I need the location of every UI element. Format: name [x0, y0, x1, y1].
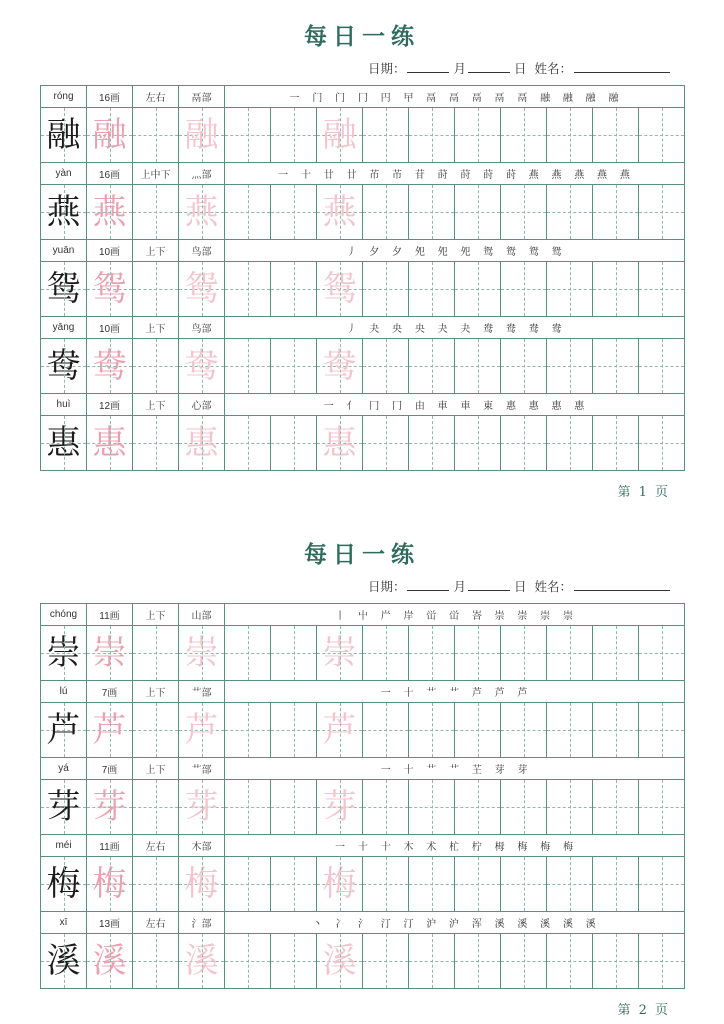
char-glyph: 惠 [92, 423, 127, 463]
char-cell-blank[interactable] [225, 262, 271, 317]
char-cell-blank[interactable] [455, 108, 501, 163]
char-cell-blank[interactable] [501, 780, 547, 835]
cell-radical: 心部 [179, 394, 225, 416]
char-glyph: 崇 [92, 633, 127, 673]
info-row [41, 835, 685, 857]
char-cell-blank[interactable] [547, 703, 593, 758]
char-glyph: 崇 [46, 633, 81, 673]
char-cell-blank[interactable] [639, 185, 685, 240]
char-glyph: 鸳 [184, 269, 219, 309]
char-cell-blank[interactable] [409, 626, 455, 681]
cell-radical: 木部 [179, 835, 225, 857]
char-glyph: 梅 [92, 864, 127, 904]
month-label: 月 [453, 62, 466, 76]
cell-pinyin: huì [41, 394, 87, 416]
char-cell-trace[interactable] [317, 703, 363, 758]
char-cell-blank[interactable] [133, 185, 179, 240]
char-cell-trace[interactable] [179, 185, 225, 240]
char-cell-trace[interactable] [317, 339, 363, 394]
char-cell-blank[interactable] [501, 934, 547, 989]
char-cell-trace[interactable] [317, 108, 363, 163]
char-cell-blank[interactable] [409, 185, 455, 240]
char-glyph: 惠 [46, 423, 81, 463]
char-cell-blank[interactable] [639, 857, 685, 912]
cell-radical: 灬部 [179, 163, 225, 185]
char-cell-blank[interactable] [639, 626, 685, 681]
char-row [41, 780, 685, 835]
char-cell-blank[interactable] [593, 185, 639, 240]
info-row [41, 86, 685, 108]
char-cell-blank[interactable] [363, 416, 409, 471]
cell-structure: 上下 [133, 758, 179, 780]
info-row [41, 681, 685, 703]
cell-strokes: 11画 [87, 604, 133, 626]
char-row [41, 934, 685, 989]
char-glyph: 芽 [46, 787, 81, 827]
cell-pinyin: xī [41, 912, 87, 934]
cell-stroke-order: 一 十 十 木 术 杧 柠 栂 梅 梅 梅 [225, 835, 685, 857]
cell-strokes: 10画 [87, 317, 133, 339]
char-glyph: 鸯 [92, 346, 127, 386]
char-cell-blank[interactable] [547, 934, 593, 989]
day-input[interactable] [468, 579, 510, 591]
info-row [41, 163, 685, 185]
char-cell-model [41, 703, 87, 758]
char-glyph: 芽 [184, 787, 219, 827]
char-cell-blank[interactable] [225, 857, 271, 912]
cell-stroke-order: 一 十 艹 艹 芏 芽 芽 [225, 758, 685, 780]
char-glyph: 梅 [46, 864, 81, 904]
char-glyph: 融 [322, 115, 357, 155]
char-row [41, 416, 685, 471]
char-glyph: 燕 [46, 192, 81, 232]
char-cell-trace[interactable] [87, 934, 133, 989]
char-cell-blank[interactable] [593, 934, 639, 989]
month-input[interactable] [407, 61, 449, 73]
char-glyph: 鸳 [92, 269, 127, 309]
name-input[interactable] [574, 61, 670, 73]
cell-structure: 上下 [133, 394, 179, 416]
char-cell-blank[interactable] [363, 185, 409, 240]
char-cell-blank[interactable] [547, 416, 593, 471]
page-footer: 第 2 页 [617, 1003, 670, 1018]
char-cell-blank[interactable] [593, 703, 639, 758]
char-cell-trace[interactable] [317, 262, 363, 317]
char-cell-blank[interactable] [455, 339, 501, 394]
practice-grid-page-2 [40, 603, 685, 989]
char-cell-model [41, 108, 87, 163]
char-cell-blank[interactable] [409, 416, 455, 471]
char-cell-trace[interactable] [317, 780, 363, 835]
cell-radical: 鸟部 [179, 240, 225, 262]
char-cell-model [41, 857, 87, 912]
cell-structure: 上中下 [133, 163, 179, 185]
char-cell-trace[interactable] [179, 857, 225, 912]
char-cell-blank[interactable] [409, 780, 455, 835]
char-glyph: 燕 [322, 192, 357, 232]
char-cell-blank[interactable] [501, 416, 547, 471]
page-title: 每日一练 [304, 541, 420, 568]
char-row [41, 262, 685, 317]
char-glyph: 惠 [184, 423, 219, 463]
char-cell-blank[interactable] [501, 857, 547, 912]
meta-row [40, 59, 684, 85]
char-cell-trace[interactable] [87, 185, 133, 240]
char-cell-blank[interactable] [593, 108, 639, 163]
char-cell-model [41, 262, 87, 317]
practice-page-2 [0, 518, 724, 1018]
char-cell-blank[interactable] [225, 185, 271, 240]
char-cell-blank[interactable] [133, 416, 179, 471]
char-cell-blank[interactable] [133, 703, 179, 758]
info-row [41, 394, 685, 416]
char-row [41, 185, 685, 240]
char-cell-blank[interactable] [225, 416, 271, 471]
cell-pinyin: róng [41, 86, 87, 108]
info-row [41, 604, 685, 626]
char-cell-blank[interactable] [271, 703, 317, 758]
char-cell-trace[interactable] [317, 857, 363, 912]
char-cell-trace[interactable] [179, 703, 225, 758]
cell-strokes: 16画 [87, 163, 133, 185]
char-cell-blank[interactable] [133, 339, 179, 394]
char-cell-model [41, 185, 87, 240]
char-cell-blank[interactable] [271, 262, 317, 317]
char-cell-blank[interactable] [133, 780, 179, 835]
char-cell-blank[interactable] [593, 262, 639, 317]
cell-radical: 鬲部 [179, 86, 225, 108]
char-row [41, 108, 685, 163]
cell-radical: 氵部 [179, 912, 225, 934]
char-cell-blank[interactable] [639, 703, 685, 758]
char-cell-blank[interactable] [501, 185, 547, 240]
cell-stroke-order: 丿 夕 夕 夗 夗 夗 鸳 鸳 鸳 鸳 [225, 240, 685, 262]
char-cell-blank[interactable] [547, 626, 593, 681]
day-input[interactable] [468, 61, 510, 73]
cell-strokes: 13画 [87, 912, 133, 934]
char-cell-trace[interactable] [179, 626, 225, 681]
char-cell-blank[interactable] [363, 339, 409, 394]
char-glyph: 鸳 [46, 269, 81, 309]
char-glyph: 鸯 [322, 346, 357, 386]
cell-pinyin: méi [41, 835, 87, 857]
char-cell-blank[interactable] [455, 780, 501, 835]
char-glyph: 惠 [322, 423, 357, 463]
char-cell-blank[interactable] [225, 626, 271, 681]
char-cell-trace[interactable] [179, 934, 225, 989]
cell-pinyin: yuān [41, 240, 87, 262]
char-cell-blank[interactable] [225, 703, 271, 758]
char-glyph: 溪 [322, 941, 357, 981]
char-cell-blank[interactable] [363, 857, 409, 912]
char-cell-trace[interactable] [179, 339, 225, 394]
char-glyph: 溪 [184, 941, 219, 981]
char-glyph: 梅 [184, 864, 219, 904]
char-glyph: 燕 [184, 192, 219, 232]
char-cell-blank[interactable] [225, 339, 271, 394]
char-cell-trace[interactable] [179, 416, 225, 471]
char-row [41, 626, 685, 681]
char-row [41, 703, 685, 758]
info-row [41, 317, 685, 339]
cell-stroke-order: 丶 冫 氵 汀 汀 沪 沪 浑 溪 溪 溪 溪 溪 [225, 912, 685, 934]
page-footer: 第 1 页 [617, 485, 670, 500]
char-cell-blank[interactable] [639, 262, 685, 317]
char-cell-blank[interactable] [133, 262, 179, 317]
char-cell-blank[interactable] [225, 108, 271, 163]
char-cell-blank[interactable] [455, 185, 501, 240]
cell-structure: 左右 [133, 86, 179, 108]
cell-radical: 艹部 [179, 758, 225, 780]
char-glyph: 芽 [92, 787, 127, 827]
char-cell-blank[interactable] [593, 780, 639, 835]
char-cell-trace[interactable] [87, 703, 133, 758]
cell-structure: 左右 [133, 835, 179, 857]
char-cell-blank[interactable] [501, 626, 547, 681]
cell-structure: 上下 [133, 604, 179, 626]
char-glyph: 芦 [92, 710, 127, 750]
char-cell-blank[interactable] [455, 626, 501, 681]
char-glyph: 芦 [46, 710, 81, 750]
char-cell-blank[interactable] [271, 626, 317, 681]
name-label: 姓名： [534, 580, 572, 594]
char-cell-blank[interactable] [133, 108, 179, 163]
char-cell-trace[interactable] [87, 416, 133, 471]
practice-grid-page-1 [40, 85, 685, 471]
practice-page-1 [0, 0, 724, 500]
cell-structure: 上下 [133, 681, 179, 703]
char-cell-blank[interactable] [455, 262, 501, 317]
cell-strokes: 16画 [87, 86, 133, 108]
char-cell-model [41, 934, 87, 989]
char-cell-blank[interactable] [271, 857, 317, 912]
char-cell-trace[interactable] [317, 185, 363, 240]
cell-structure: 上下 [133, 317, 179, 339]
date-label: 日期： [367, 580, 406, 594]
char-cell-blank[interactable] [501, 703, 547, 758]
day-label: 日 [513, 62, 527, 76]
char-cell-blank[interactable] [501, 108, 547, 163]
char-glyph: 鸯 [184, 346, 219, 386]
char-cell-blank[interactable] [593, 857, 639, 912]
char-cell-blank[interactable] [455, 934, 501, 989]
char-cell-blank[interactable] [271, 185, 317, 240]
char-cell-blank[interactable] [225, 934, 271, 989]
cell-stroke-order: 丨 屮 屵 岸 峃 峃 峇 崇 崇 崇 崇 [225, 604, 685, 626]
name-label: 姓名： [534, 62, 572, 76]
char-cell-blank[interactable] [639, 339, 685, 394]
char-cell-blank[interactable] [547, 108, 593, 163]
char-cell-blank[interactable] [547, 780, 593, 835]
cell-strokes: 12画 [87, 394, 133, 416]
char-cell-blank[interactable] [271, 934, 317, 989]
name-input[interactable] [574, 579, 670, 591]
char-cell-blank[interactable] [501, 339, 547, 394]
char-cell-blank[interactable] [133, 934, 179, 989]
char-glyph: 芦 [184, 710, 219, 750]
char-cell-blank[interactable] [363, 934, 409, 989]
cell-structure: 上下 [133, 240, 179, 262]
cell-stroke-order: 一 十 廿 廿 芇 芇 苷 莳 莳 莳 莳 燕 燕 燕 燕 燕 [225, 163, 685, 185]
char-row [41, 857, 685, 912]
char-glyph: 溪 [92, 941, 127, 981]
cell-pinyin: yāng [41, 317, 87, 339]
char-cell-blank[interactable] [547, 339, 593, 394]
char-cell-blank[interactable] [133, 857, 179, 912]
char-glyph: 崇 [322, 633, 357, 673]
char-row [41, 339, 685, 394]
char-cell-trace[interactable] [87, 108, 133, 163]
char-cell-blank[interactable] [409, 703, 455, 758]
char-cell-trace[interactable] [179, 780, 225, 835]
char-glyph: 鸯 [46, 346, 81, 386]
cell-pinyin: yàn [41, 163, 87, 185]
char-cell-trace[interactable] [87, 780, 133, 835]
char-cell-trace[interactable] [179, 262, 225, 317]
char-glyph: 鸳 [322, 269, 357, 309]
char-glyph: 融 [92, 115, 127, 155]
info-row [41, 912, 685, 934]
char-cell-blank[interactable] [593, 416, 639, 471]
char-glyph: 芽 [322, 787, 357, 827]
char-cell-blank[interactable] [225, 780, 271, 835]
info-row [41, 240, 685, 262]
char-cell-blank[interactable] [639, 934, 685, 989]
month-input[interactable] [407, 579, 449, 591]
meta-row [40, 577, 684, 603]
month-label: 月 [453, 580, 466, 594]
cell-strokes: 11画 [87, 835, 133, 857]
char-cell-blank[interactable] [271, 416, 317, 471]
cell-structure: 左右 [133, 912, 179, 934]
char-cell-blank[interactable] [409, 857, 455, 912]
char-cell-blank[interactable] [271, 108, 317, 163]
char-glyph: 融 [184, 115, 219, 155]
char-cell-blank[interactable] [409, 934, 455, 989]
char-cell-blank[interactable] [363, 262, 409, 317]
cell-radical: 鸟部 [179, 317, 225, 339]
date-label: 日期： [367, 62, 406, 76]
char-cell-blank[interactable] [593, 626, 639, 681]
char-cell-trace[interactable] [317, 416, 363, 471]
char-glyph: 燕 [92, 192, 127, 232]
char-cell-model [41, 780, 87, 835]
char-cell-blank[interactable] [271, 780, 317, 835]
char-cell-blank[interactable] [409, 108, 455, 163]
char-cell-blank[interactable] [547, 857, 593, 912]
cell-strokes: 7画 [87, 758, 133, 780]
char-glyph: 梅 [322, 864, 357, 904]
char-cell-blank[interactable] [363, 108, 409, 163]
char-cell-blank[interactable] [455, 857, 501, 912]
char-cell-blank[interactable] [639, 780, 685, 835]
char-cell-model [41, 339, 87, 394]
char-glyph: 芦 [322, 710, 357, 750]
char-cell-blank[interactable] [547, 185, 593, 240]
cell-pinyin: yá [41, 758, 87, 780]
char-cell-blank[interactable] [133, 626, 179, 681]
char-cell-blank[interactable] [501, 262, 547, 317]
char-cell-trace[interactable] [87, 339, 133, 394]
char-cell-model [41, 416, 87, 471]
char-cell-blank[interactable] [455, 703, 501, 758]
char-cell-trace[interactable] [87, 857, 133, 912]
char-cell-trace[interactable] [87, 262, 133, 317]
char-cell-trace[interactable] [179, 108, 225, 163]
page-title: 每日一练 [304, 23, 420, 50]
cell-radical: 艹部 [179, 681, 225, 703]
cell-strokes: 7画 [87, 681, 133, 703]
char-cell-blank[interactable] [271, 339, 317, 394]
char-glyph: 溪 [46, 941, 81, 981]
char-glyph: 融 [46, 115, 81, 155]
char-cell-blank[interactable] [409, 339, 455, 394]
info-row [41, 758, 685, 780]
cell-stroke-order: 一 亻 冂 冂 由 車 車 東 惠 惠 惠 惠 [225, 394, 685, 416]
char-cell-blank[interactable] [363, 780, 409, 835]
day-label: 日 [513, 580, 527, 594]
char-cell-blank[interactable] [409, 262, 455, 317]
char-cell-blank[interactable] [455, 416, 501, 471]
char-cell-trace[interactable] [87, 626, 133, 681]
cell-pinyin: lú [41, 681, 87, 703]
cell-stroke-order: 一 门 门 冂 円 曱 鬲 鬲 鬲 鬲 鬲 融 融 融 融 [225, 86, 685, 108]
char-cell-blank[interactable] [639, 416, 685, 471]
cell-pinyin: chóng [41, 604, 87, 626]
cell-strokes: 10画 [87, 240, 133, 262]
char-cell-model [41, 626, 87, 681]
char-cell-blank[interactable] [363, 626, 409, 681]
char-glyph: 崇 [184, 633, 219, 673]
cell-stroke-order: 丿 夬 央 央 夬 夬 鸯 鸯 鸯 鸯 [225, 317, 685, 339]
char-cell-blank[interactable] [363, 703, 409, 758]
char-cell-trace[interactable] [317, 934, 363, 989]
char-cell-blank[interactable] [593, 339, 639, 394]
char-cell-blank[interactable] [547, 262, 593, 317]
char-cell-trace[interactable] [317, 626, 363, 681]
cell-radical: 山部 [179, 604, 225, 626]
char-cell-blank[interactable] [639, 108, 685, 163]
cell-stroke-order: 一 十 艹 艹 芦 芦 芦 [225, 681, 685, 703]
